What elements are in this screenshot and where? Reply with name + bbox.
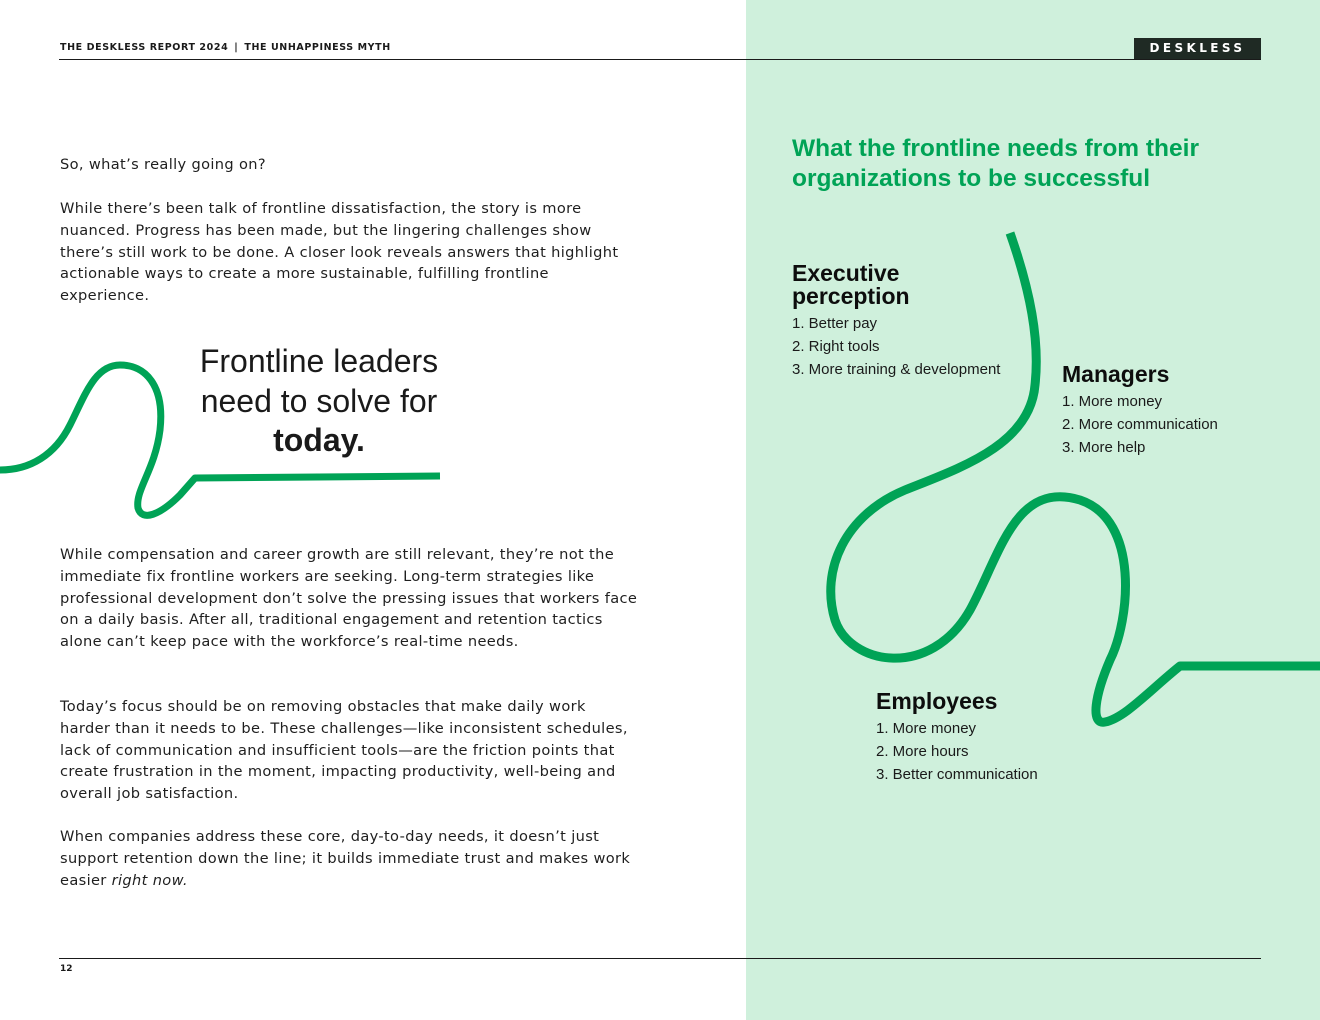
pull-quote-emphasis: today. [273, 422, 365, 458]
list-item: 3. Better communication [876, 766, 1038, 784]
group-heading: Managers [1062, 361, 1170, 387]
body-paragraph-1: While compensation and career growth are still relevant, they’re not the immediate fix frontline workers are seeking. Long-term strategies like professional development don’t solve the pressing issues that workers face on a daily basis. After all, traditional engagement and retention tactics alone can’t keep pace with the workforce’s real-time needs. [60, 546, 638, 651]
list-item: 2. More hours [876, 743, 969, 761]
list-item: 2. More communication [1062, 416, 1218, 434]
page-number: 12 [60, 964, 73, 974]
list-item: 3. More training & development [792, 361, 1001, 379]
group-heading: Employees [876, 688, 998, 714]
list-item: 1. Better pay [792, 315, 878, 332]
group-executive-perception [792, 262, 1000, 382]
needs-list [1062, 390, 1218, 460]
pull-quote [190, 342, 448, 461]
group-employees [876, 690, 1038, 787]
heading-line-2: perception [792, 283, 910, 309]
panel-title: What the frontline needs from their organizations to be successful [792, 135, 1199, 192]
heading-line-1: Executive [792, 260, 900, 286]
needs-list [876, 717, 1038, 787]
pull-quote-text: Frontline leaders need to solve for [199, 343, 439, 419]
list-item: 3. More help [1062, 439, 1146, 457]
list-item: 1. More money [1062, 393, 1163, 410]
section-name: THE UNHAPPINESS MYTH [244, 42, 391, 53]
header-separator: | [234, 42, 239, 53]
body-paragraph-2: Today’s focus should be on removing obstacles that make daily work harder than it needs to be. These challenges—like inconsistent schedules, lack of communication and insufficient tools—are the friction points that create frustration in the moment, impacting productivity, well-being and overall job satisfaction. [60, 698, 628, 803]
brand-logo: DESKLESS [1134, 38, 1261, 59]
needs-list [792, 312, 1000, 382]
body-paragraph-3 [60, 826, 640, 891]
report-name: THE DESKLESS REPORT 2024 [60, 42, 229, 53]
list-item: 2. Right tools [792, 338, 880, 356]
body-paragraph-3-lead: When companies address these core, day-to-day needs, it doesn’t just support retention down the line; it builds immediate trust and makes work easier [60, 828, 631, 889]
footer-rule [59, 958, 1261, 959]
intro-question: So, what’s really going on? [60, 156, 266, 173]
body-paragraph-3-emphasis: right now. [111, 871, 188, 889]
group-managers [1062, 363, 1218, 460]
group-heading [792, 262, 1000, 308]
list-item: 1. More money [876, 720, 977, 737]
intro-paragraph: While there’s been talk of frontline dissatisfaction, the story is more nuanced. Progress has been made, but the lingering challenges show there’s still work to be done. A closer look reveals answers that highlight actionable ways to create a more sustainable, fulfilling frontline experience. [60, 200, 619, 305]
